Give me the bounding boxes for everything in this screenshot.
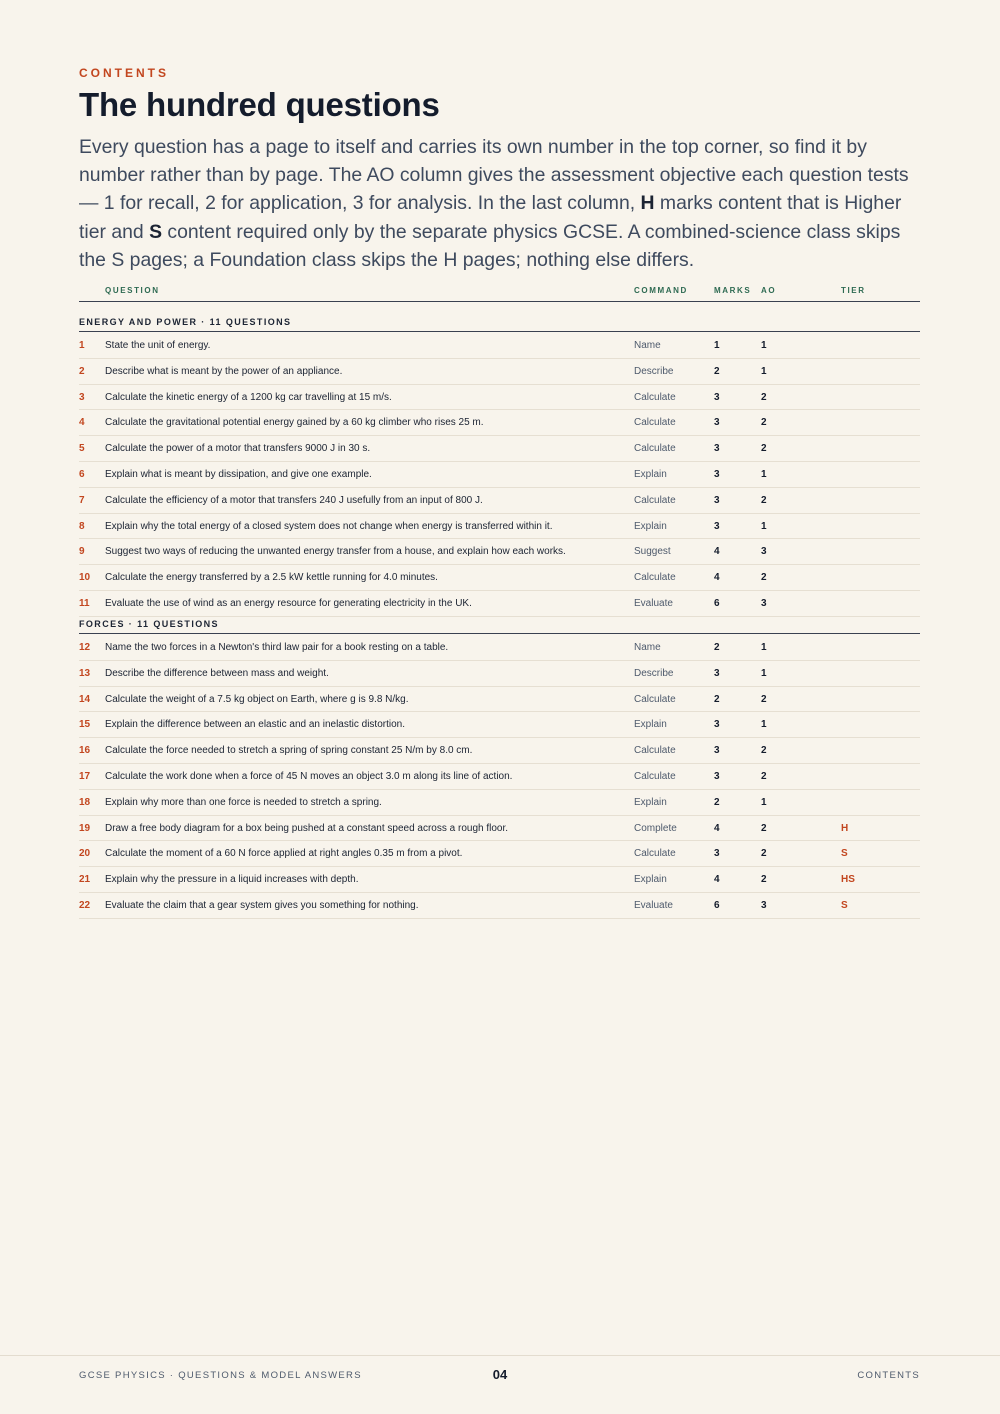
question-text: Describe what is meant by the power of an appliance. xyxy=(105,365,343,377)
marks-value: 3 xyxy=(714,745,720,757)
page-title: The hundred questions xyxy=(79,86,440,123)
section-header-energy xyxy=(79,314,920,332)
question-number: 7 xyxy=(79,494,85,506)
column-header-command: COMMAND xyxy=(634,286,688,295)
command-word: Explain xyxy=(634,796,667,808)
marks-value: 3 xyxy=(714,391,720,403)
column-header-tier: TIER xyxy=(841,286,866,295)
question-text: Explain why the pressure in a liquid increases with depth. xyxy=(105,874,359,886)
command-word: Suggest xyxy=(634,546,671,558)
question-number: 4 xyxy=(79,417,85,429)
table-row xyxy=(79,687,920,713)
marks-value: 3 xyxy=(714,848,720,860)
tier-marker: H xyxy=(841,822,849,834)
footer-section-name: CONTENTS xyxy=(857,1370,920,1381)
command-word: Calculate xyxy=(634,848,676,860)
table-row xyxy=(79,764,920,790)
table-row xyxy=(79,867,920,893)
command-word: Calculate xyxy=(634,443,676,455)
table-row xyxy=(79,712,920,738)
command-word: Describe xyxy=(634,365,674,377)
intro-part-2: marks content that is Higher tier and xyxy=(79,192,902,243)
table-row xyxy=(79,893,920,919)
question-text: Calculate the efficiency of a motor that transfers 240 J usefully from an input of 800 J. xyxy=(105,494,483,506)
question-number: 6 xyxy=(79,468,85,480)
command-word: Calculate xyxy=(634,693,676,705)
marks-value: 3 xyxy=(714,667,720,679)
table-row xyxy=(79,462,920,488)
command-word: Calculate xyxy=(634,391,676,403)
question-text: Draw a free body diagram for a box being pushed at a constant speed across a rough floor. xyxy=(105,822,509,834)
ao-value: 1 xyxy=(761,365,767,377)
ao-value: 2 xyxy=(761,494,767,506)
ao-value: 2 xyxy=(761,417,767,429)
intro-s-marker: S xyxy=(149,220,163,243)
question-number: 20 xyxy=(79,848,91,860)
question-text: Evaluate the use of wind as an energy resource for generating electricity in the UK. xyxy=(105,597,472,609)
column-header-question: QUESTION xyxy=(105,286,160,295)
marks-value: 2 xyxy=(714,796,720,808)
ao-value: 2 xyxy=(761,745,767,757)
ao-value: 2 xyxy=(761,822,767,834)
question-number: 3 xyxy=(79,391,85,403)
marks-value: 4 xyxy=(714,572,720,584)
intro-part-1: Every question has a page to itself and carries its own number in the top corner, so find it by number rather than by page. The AO column gives the assessment objective each question tests — 1 for recall, 2 for application, 3 for analysis. In the last column, xyxy=(79,136,909,215)
command-word: Calculate xyxy=(634,494,676,506)
question-number: 17 xyxy=(79,770,91,782)
marks-value: 1 xyxy=(714,340,720,351)
question-text: Explain why more than one force is needed to stretch a spring. xyxy=(105,796,382,808)
marks-value: 3 xyxy=(714,417,720,429)
command-word: Evaluate xyxy=(634,597,673,609)
command-word: Name xyxy=(634,642,661,653)
command-word: Calculate xyxy=(634,572,676,584)
marks-value: 3 xyxy=(714,719,720,731)
marks-value: 4 xyxy=(714,822,720,834)
question-text: Calculate the work done when a force of 45 N moves an object 3.0 m along its line of action. xyxy=(105,770,513,782)
marks-value: 3 xyxy=(714,520,720,532)
question-text: Describe the difference between mass and weight. xyxy=(105,667,329,679)
question-number: 13 xyxy=(79,667,91,679)
section-title: FORCES · 11 QUESTIONS xyxy=(79,619,219,629)
intro-paragraph xyxy=(79,133,924,274)
question-number: 2 xyxy=(79,365,85,377)
table-row xyxy=(79,790,920,816)
question-number: 1 xyxy=(79,340,85,351)
question-number: 21 xyxy=(79,874,91,886)
question-number: 16 xyxy=(79,745,91,757)
question-number: 22 xyxy=(79,899,91,911)
section-header-forces xyxy=(79,616,920,634)
question-text: Calculate the energy transferred by a 2.5 kW kettle running for 4.0 minutes. xyxy=(105,572,438,584)
table-row xyxy=(79,488,920,514)
ao-value: 3 xyxy=(761,899,767,911)
question-number: 10 xyxy=(79,572,91,584)
question-text: Calculate the gravitational potential energy gained by a 60 kg climber who rises 25 m. xyxy=(105,417,484,429)
table-row xyxy=(79,539,920,565)
question-text: Evaluate the claim that a gear system gives you something for nothing. xyxy=(105,899,419,911)
table-row xyxy=(79,635,920,661)
question-text: Calculate the power of a motor that transfers 9000 J in 30 s. xyxy=(105,443,371,455)
column-header-marks: MARKS xyxy=(714,286,752,295)
question-number: 15 xyxy=(79,719,91,731)
marks-value: 6 xyxy=(714,899,720,911)
ao-value: 1 xyxy=(761,642,767,653)
command-word: Name xyxy=(634,340,661,351)
table-row xyxy=(79,436,920,462)
ao-value: 1 xyxy=(761,340,767,351)
question-text: Calculate the force needed to stretch a spring of spring constant 25 N/m by 8.0 cm. xyxy=(105,745,473,757)
question-number: 14 xyxy=(79,693,91,705)
table-row xyxy=(79,841,920,867)
marks-value: 6 xyxy=(714,597,720,609)
table-row xyxy=(79,359,920,385)
command-word: Calculate xyxy=(634,770,676,782)
table-row xyxy=(79,333,920,359)
ao-value: 2 xyxy=(761,391,767,403)
tier-marker: S xyxy=(841,848,848,860)
ao-value: 1 xyxy=(761,796,767,808)
intro-h-marker: H xyxy=(640,192,655,215)
question-number: 18 xyxy=(79,796,91,808)
command-word: Calculate xyxy=(634,745,676,757)
command-word: Explain xyxy=(634,468,667,480)
table-row xyxy=(79,410,920,436)
command-word: Complete xyxy=(634,822,677,834)
forces-question-list xyxy=(79,635,920,919)
ao-value: 1 xyxy=(761,468,767,480)
table-row xyxy=(79,514,920,540)
ao-value: 2 xyxy=(761,848,767,860)
tier-marker: HS xyxy=(841,874,855,886)
ao-value: 2 xyxy=(761,770,767,782)
question-number: 19 xyxy=(79,822,91,834)
footer-page-number: 04 xyxy=(492,1367,508,1382)
question-number: 12 xyxy=(79,642,91,653)
marks-value: 2 xyxy=(714,365,720,377)
marks-value: 2 xyxy=(714,642,720,653)
ao-value: 2 xyxy=(761,874,767,886)
ao-value: 1 xyxy=(761,667,767,679)
column-header-ao: AO xyxy=(761,286,777,295)
intro-part-3: content required only by the separate physics GCSE. A combined-science class skips the S pages; a Foundation class skips the H pages; nothing else differs. xyxy=(79,220,901,271)
question-text: Explain what is meant by dissipation, and give one example. xyxy=(105,468,372,480)
footer-book-title: GCSE PHYSICS · QUESTIONS & MODEL ANSWERS xyxy=(79,1370,362,1381)
question-text: Calculate the moment of a 60 N force applied at right angles 0.35 m from a pivot. xyxy=(105,848,463,860)
question-text: Calculate the kinetic energy of a 1200 kg car travelling at 15 m/s. xyxy=(105,391,392,403)
ao-value: 3 xyxy=(761,597,767,609)
marks-value: 2 xyxy=(714,693,720,705)
marks-value: 4 xyxy=(714,874,720,886)
question-number: 8 xyxy=(79,520,85,532)
section-eyebrow: CONTENTS xyxy=(79,66,169,80)
command-word: Evaluate xyxy=(634,899,673,911)
ao-value: 1 xyxy=(761,520,767,532)
command-word: Describe xyxy=(634,667,674,679)
marks-value: 3 xyxy=(714,770,720,782)
question-number: 11 xyxy=(79,597,90,609)
question-text: Name the two forces in a Newton's third law pair for a book resting on a table. xyxy=(105,642,449,653)
ao-value: 2 xyxy=(761,693,767,705)
marks-value: 3 xyxy=(714,468,720,480)
table-row xyxy=(79,385,920,411)
ao-value: 1 xyxy=(761,719,767,731)
command-word: Explain xyxy=(634,520,667,532)
ao-value: 2 xyxy=(761,572,767,584)
question-text: Explain why the total energy of a closed system does not change when energy is transferred within it. xyxy=(105,520,553,532)
ao-value: 2 xyxy=(761,443,767,455)
section-title: ENERGY AND POWER · 11 QUESTIONS xyxy=(79,317,292,327)
ao-value: 3 xyxy=(761,546,767,558)
command-word: Explain xyxy=(634,719,667,731)
marks-value: 3 xyxy=(714,494,720,506)
question-text: State the unit of energy. xyxy=(105,340,211,351)
table-row xyxy=(79,661,920,687)
question-text: Suggest two ways of reducing the unwanted energy transfer from a house, and explain how each works. xyxy=(105,546,566,558)
table-row xyxy=(79,591,920,617)
table-row xyxy=(79,565,920,591)
energy-question-list xyxy=(79,333,920,617)
question-text: Explain the difference between an elastic and an inelastic distortion. xyxy=(105,719,406,731)
table-row xyxy=(79,738,920,764)
marks-value: 3 xyxy=(714,443,720,455)
page-footer xyxy=(0,1355,1000,1414)
marks-value: 4 xyxy=(714,546,720,558)
question-text: Calculate the weight of a 7.5 kg object on Earth, where g is 9.8 N/kg. xyxy=(105,693,409,705)
table-header xyxy=(79,284,920,302)
command-word: Calculate xyxy=(634,417,676,429)
command-word: Explain xyxy=(634,874,667,886)
question-number: 9 xyxy=(79,546,85,558)
tier-marker: S xyxy=(841,899,848,911)
question-number: 5 xyxy=(79,443,85,455)
table-row xyxy=(79,816,920,842)
